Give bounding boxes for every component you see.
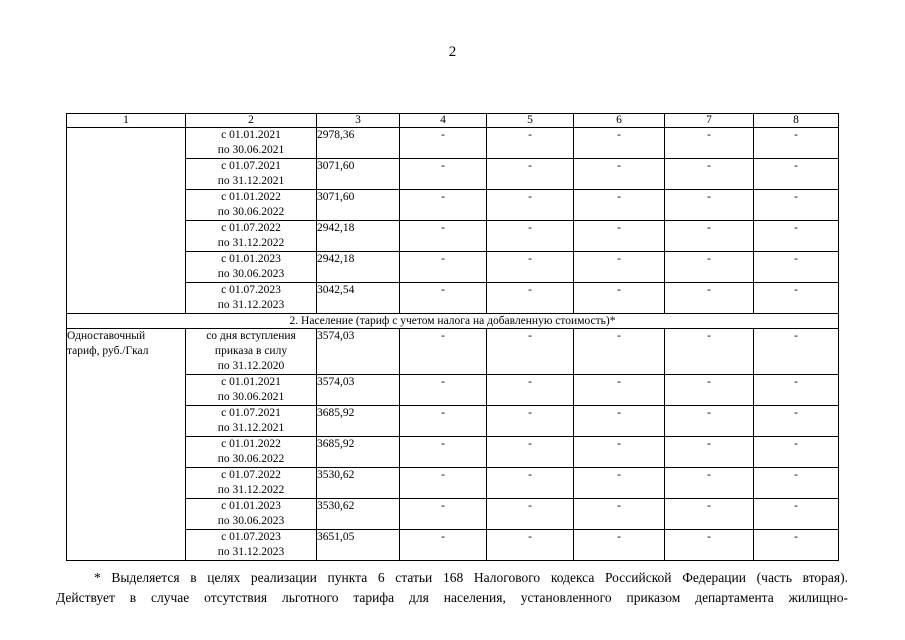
period-line: по 31.12.2020 <box>217 360 285 372</box>
tariff-label-cell <box>67 128 186 314</box>
tariff-value-cell: 3530,62 <box>317 499 400 530</box>
empty-value-cell: - <box>487 128 574 159</box>
empty-value-cell: - <box>487 159 574 190</box>
empty-value-cell: - <box>400 329 487 375</box>
tariff-label-cell <box>67 329 186 561</box>
period-cell <box>186 406 317 437</box>
header-cell: 7 <box>665 114 754 128</box>
empty-value-cell: - <box>400 499 487 530</box>
tariff-value-cell: 3042,54 <box>317 283 400 314</box>
table-row <box>67 329 839 375</box>
empty-value-cell: - <box>665 159 754 190</box>
period-line: по 31.12.2022 <box>217 484 285 496</box>
empty-value-cell: - <box>665 499 754 530</box>
empty-value-cell: - <box>754 221 839 252</box>
tariff-label-line: Одноставочный <box>67 330 146 342</box>
period-cell <box>186 375 317 406</box>
period-line: по 31.12.2022 <box>217 237 285 249</box>
empty-value-cell: - <box>665 406 754 437</box>
empty-value-cell: - <box>574 283 665 314</box>
empty-value-cell: - <box>487 252 574 283</box>
empty-value-cell: - <box>574 437 665 468</box>
tariff-value-cell: 3685,92 <box>317 406 400 437</box>
tariff-label-line: тариф, руб./Гкал <box>67 345 149 357</box>
empty-value-cell: - <box>754 375 839 406</box>
empty-value-cell: - <box>400 530 487 561</box>
footnote-line: Действует в случае отсутствия льготного тарифа для населения, установленного приказом департамента жилищно- <box>56 589 848 605</box>
period-line: с 01.07.2023 <box>221 284 281 296</box>
period-line: с 01.01.2023 <box>221 253 281 265</box>
tariff-value-cell: 3651,05 <box>317 530 400 561</box>
period-line: по 31.12.2021 <box>217 422 285 434</box>
period-cell <box>186 437 317 468</box>
empty-value-cell: - <box>754 283 839 314</box>
period-line: с 01.07.2023 <box>221 531 281 543</box>
empty-value-cell: - <box>574 468 665 499</box>
empty-value-cell: - <box>754 406 839 437</box>
empty-value-cell: - <box>665 283 754 314</box>
tariff-value-cell: 2978,36 <box>317 128 400 159</box>
empty-value-cell: - <box>574 128 665 159</box>
period-line: с 01.07.2022 <box>221 469 281 481</box>
table-row <box>67 128 839 159</box>
header-row <box>67 114 839 128</box>
period-cell <box>186 468 317 499</box>
empty-value-cell: - <box>487 283 574 314</box>
period-cell <box>186 530 317 561</box>
empty-value-cell: - <box>574 190 665 221</box>
empty-value-cell: - <box>754 468 839 499</box>
period-line: по 30.06.2022 <box>217 453 285 465</box>
empty-value-cell: - <box>400 468 487 499</box>
empty-value-cell: - <box>400 437 487 468</box>
period-line: с 01.01.2022 <box>221 191 281 203</box>
empty-value-cell: - <box>400 190 487 221</box>
tariff-value-cell: 2942,18 <box>317 252 400 283</box>
period-line: по 31.12.2023 <box>217 546 285 558</box>
tariff-table <box>66 113 839 561</box>
empty-value-cell: - <box>754 252 839 283</box>
page-number: 2 <box>448 44 457 60</box>
empty-value-cell: - <box>487 221 574 252</box>
period-cell <box>186 221 317 252</box>
empty-value-cell: - <box>574 406 665 437</box>
empty-value-cell: - <box>754 437 839 468</box>
empty-value-cell: - <box>665 128 754 159</box>
period-line: по 30.06.2022 <box>217 206 285 218</box>
empty-value-cell: - <box>665 190 754 221</box>
empty-value-cell: - <box>574 375 665 406</box>
period-cell <box>186 128 317 159</box>
footnote <box>56 568 848 607</box>
period-cell <box>186 159 317 190</box>
empty-value-cell: - <box>487 437 574 468</box>
header-cell: 6 <box>574 114 665 128</box>
period-cell <box>186 499 317 530</box>
empty-value-cell: - <box>574 221 665 252</box>
empty-value-cell: - <box>487 499 574 530</box>
tariff-value-cell: 2942,18 <box>317 221 400 252</box>
empty-value-cell: - <box>754 329 839 375</box>
empty-value-cell: - <box>754 159 839 190</box>
period-line: с 01.01.2022 <box>221 438 281 450</box>
section-heading-row <box>67 314 839 329</box>
empty-value-cell: - <box>574 499 665 530</box>
empty-value-cell: - <box>665 437 754 468</box>
tariff-value-cell: 3574,03 <box>317 329 400 375</box>
empty-value-cell: - <box>400 252 487 283</box>
period-cell <box>186 329 317 375</box>
empty-value-cell: - <box>574 530 665 561</box>
empty-value-cell: - <box>665 252 754 283</box>
header-cell: 8 <box>754 114 839 128</box>
period-line: с 01.07.2022 <box>221 222 281 234</box>
empty-value-cell: - <box>400 128 487 159</box>
period-cell <box>186 252 317 283</box>
empty-value-cell: - <box>574 252 665 283</box>
empty-value-cell: - <box>487 530 574 561</box>
period-cell <box>186 190 317 221</box>
period-line: со дня вступления <box>206 330 296 342</box>
empty-value-cell: - <box>665 329 754 375</box>
empty-value-cell: - <box>487 375 574 406</box>
empty-value-cell: - <box>487 190 574 221</box>
period-line: приказа в силу <box>214 345 288 357</box>
empty-value-cell: - <box>665 221 754 252</box>
tariff-value-cell: 3071,60 <box>317 190 400 221</box>
empty-value-cell: - <box>754 530 839 561</box>
tariff-value-cell: 3530,62 <box>317 468 400 499</box>
empty-value-cell: - <box>400 283 487 314</box>
empty-value-cell: - <box>665 375 754 406</box>
table-body <box>67 114 839 561</box>
period-line: по 31.12.2023 <box>217 299 285 311</box>
empty-value-cell: - <box>400 406 487 437</box>
empty-value-cell: - <box>574 329 665 375</box>
period-line: с 01.01.2021 <box>221 129 281 141</box>
empty-value-cell: - <box>400 375 487 406</box>
empty-value-cell: - <box>487 329 574 375</box>
period-line: с 01.07.2021 <box>221 160 281 172</box>
empty-value-cell: - <box>400 221 487 252</box>
period-line: по 30.06.2023 <box>217 515 285 527</box>
period-cell <box>186 283 317 314</box>
tariff-value-cell: 3685,92 <box>317 437 400 468</box>
empty-value-cell: - <box>487 406 574 437</box>
period-line: по 30.06.2023 <box>217 268 285 280</box>
footnote-line: * Выделяется в целях реализации пункта 6 статьи 168 Налогового кодекса Российской Федерации (часть вторая). <box>94 570 848 585</box>
period-line: с 01.07.2021 <box>221 407 281 419</box>
empty-value-cell: - <box>574 159 665 190</box>
header-cell: 2 <box>186 114 317 128</box>
header-cell: 1 <box>67 114 186 128</box>
period-line: по 31.12.2021 <box>217 175 285 187</box>
section-title: 2. Население (тариф с учетом налога на добавленную стоимость)* <box>67 314 839 329</box>
tariff-value-cell: 3071,60 <box>317 159 400 190</box>
period-line: по 30.06.2021 <box>217 144 285 156</box>
empty-value-cell: - <box>754 128 839 159</box>
empty-value-cell: - <box>754 190 839 221</box>
header-cell: 5 <box>487 114 574 128</box>
empty-value-cell: - <box>754 499 839 530</box>
header-cell: 4 <box>400 114 487 128</box>
period-line: с 01.01.2023 <box>221 500 281 512</box>
empty-value-cell: - <box>665 530 754 561</box>
period-line: по 30.06.2021 <box>217 391 285 403</box>
period-line: с 01.01.2021 <box>221 376 281 388</box>
empty-value-cell: - <box>400 159 487 190</box>
tariff-value-cell: 3574,03 <box>317 375 400 406</box>
empty-value-cell: - <box>665 468 754 499</box>
header-cell: 3 <box>317 114 400 128</box>
empty-value-cell: - <box>487 468 574 499</box>
